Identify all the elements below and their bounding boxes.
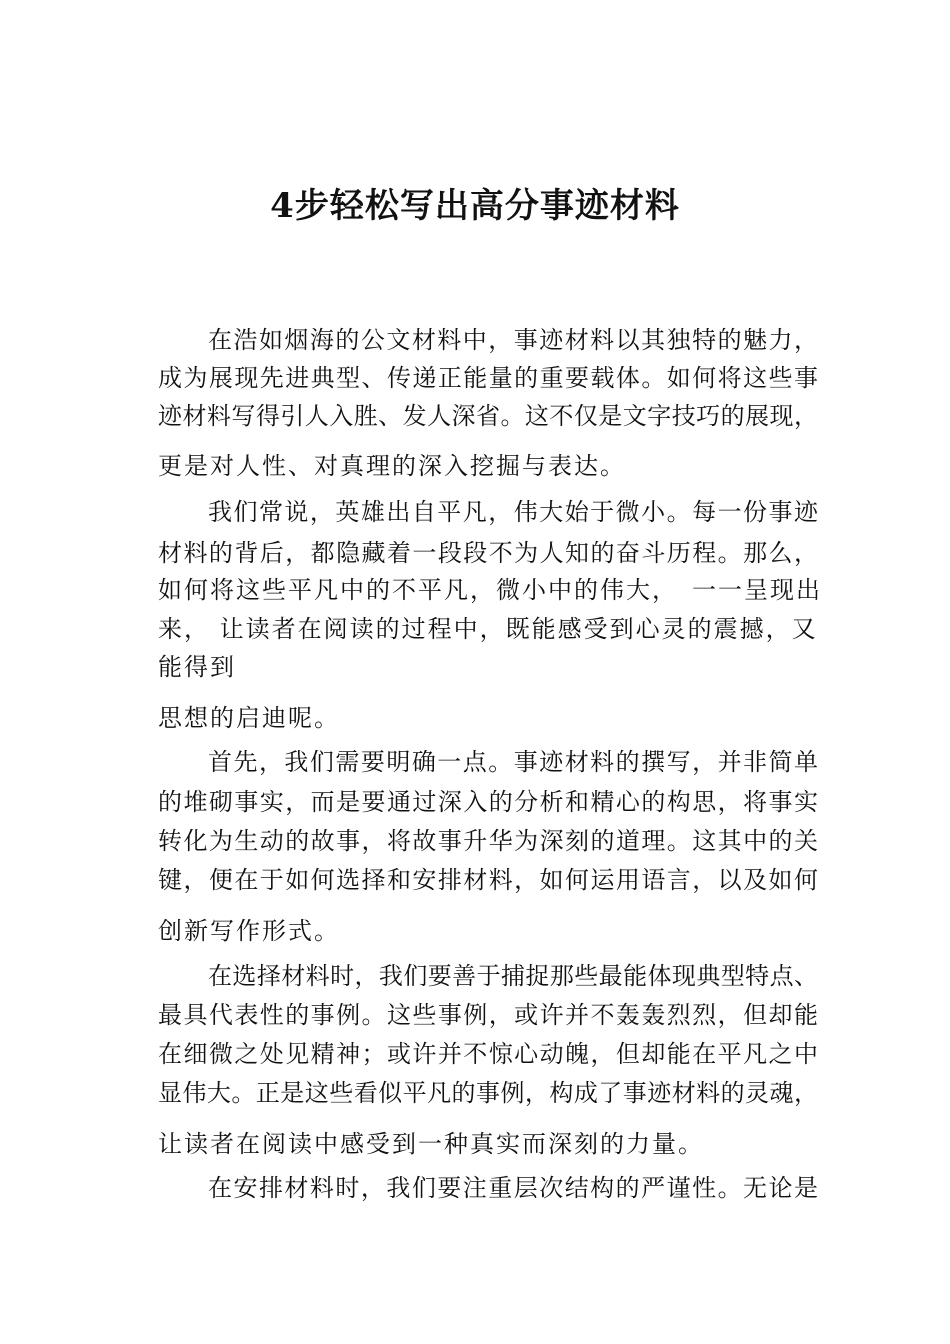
paragraph-3-line-2: 的堆砌事实，而是要通过深入的分析和精心的构思，将事实	[158, 788, 818, 816]
paragraph-3-line-3: 转化为生动的故事，将故事升华为深刻的道理。这其中的关	[158, 827, 818, 855]
paragraph-5-line-1: 在安排材料时，我们要注重层次结构的严谨性。无论是	[208, 1174, 818, 1202]
paragraph-2-line-4: 来， 让读者在阅读的过程中，既能感受到心灵的震撼，又	[158, 615, 818, 643]
paragraph-4-line-2: 最具代表性的事例。这些事例，或许并不轰轰烈烈，但却能	[158, 1001, 818, 1029]
paragraph-4-line-3: 在细微之处见精神；或许并不惊心动魄，但却能在平凡之中	[158, 1040, 818, 1068]
paragraph-3-line-1: 首先，我们需要明确一点。事迹材料的撰写，并非简单	[208, 748, 818, 776]
paragraph-4-line-1: 在选择材料时，我们要善于捕捉那些最能体现典型特点、	[208, 962, 818, 990]
paragraph-1-line-2: 成为展现先进典型、传递正能量的重要载体。如何将这些事	[158, 364, 818, 392]
paragraph-3-line-5: 创新写作形式。	[158, 917, 340, 945]
paragraph-2-line-1: 我们常说，英雄出自平凡，伟大始于微小。每一份事迹	[208, 498, 818, 526]
document-title: 4步轻松写出高分事迹材料	[270, 186, 680, 226]
paragraph-2-line-5: 能得到	[158, 653, 236, 681]
paragraph-2-line-6: 思想的启迪呢。	[158, 704, 340, 732]
paragraph-4-line-4: 显伟大。正是这些看似平凡的事例，构成了事迹材料的灵魂，	[158, 1079, 818, 1107]
paragraph-1-line-3: 迹材料写得引人入胜、发人深省。这不仅是文字技巧的展现，	[158, 402, 818, 430]
paragraph-2-line-2: 材料的背后，都隐藏着一段段不为人知的奋斗历程。那么，	[158, 539, 818, 567]
paragraph-2-line-3: 如何将这些平凡中的不平凡，微小中的伟大， 一一呈现出	[158, 576, 822, 604]
paragraph-1-line-4: 更是对人性、对真理的深入挖掘与表达。	[158, 452, 626, 480]
paragraph-4-line-5: 让读者在阅读中感受到一种真实而深刻的力量。	[158, 1130, 704, 1158]
paragraph-1-line-1: 在浩如烟海的公文材料中，事迹材料以其独特的魅力，	[208, 326, 818, 354]
paragraph-3-line-4: 键，便在于如何选择和安排材料，如何运用语言，以及如何	[158, 866, 818, 894]
